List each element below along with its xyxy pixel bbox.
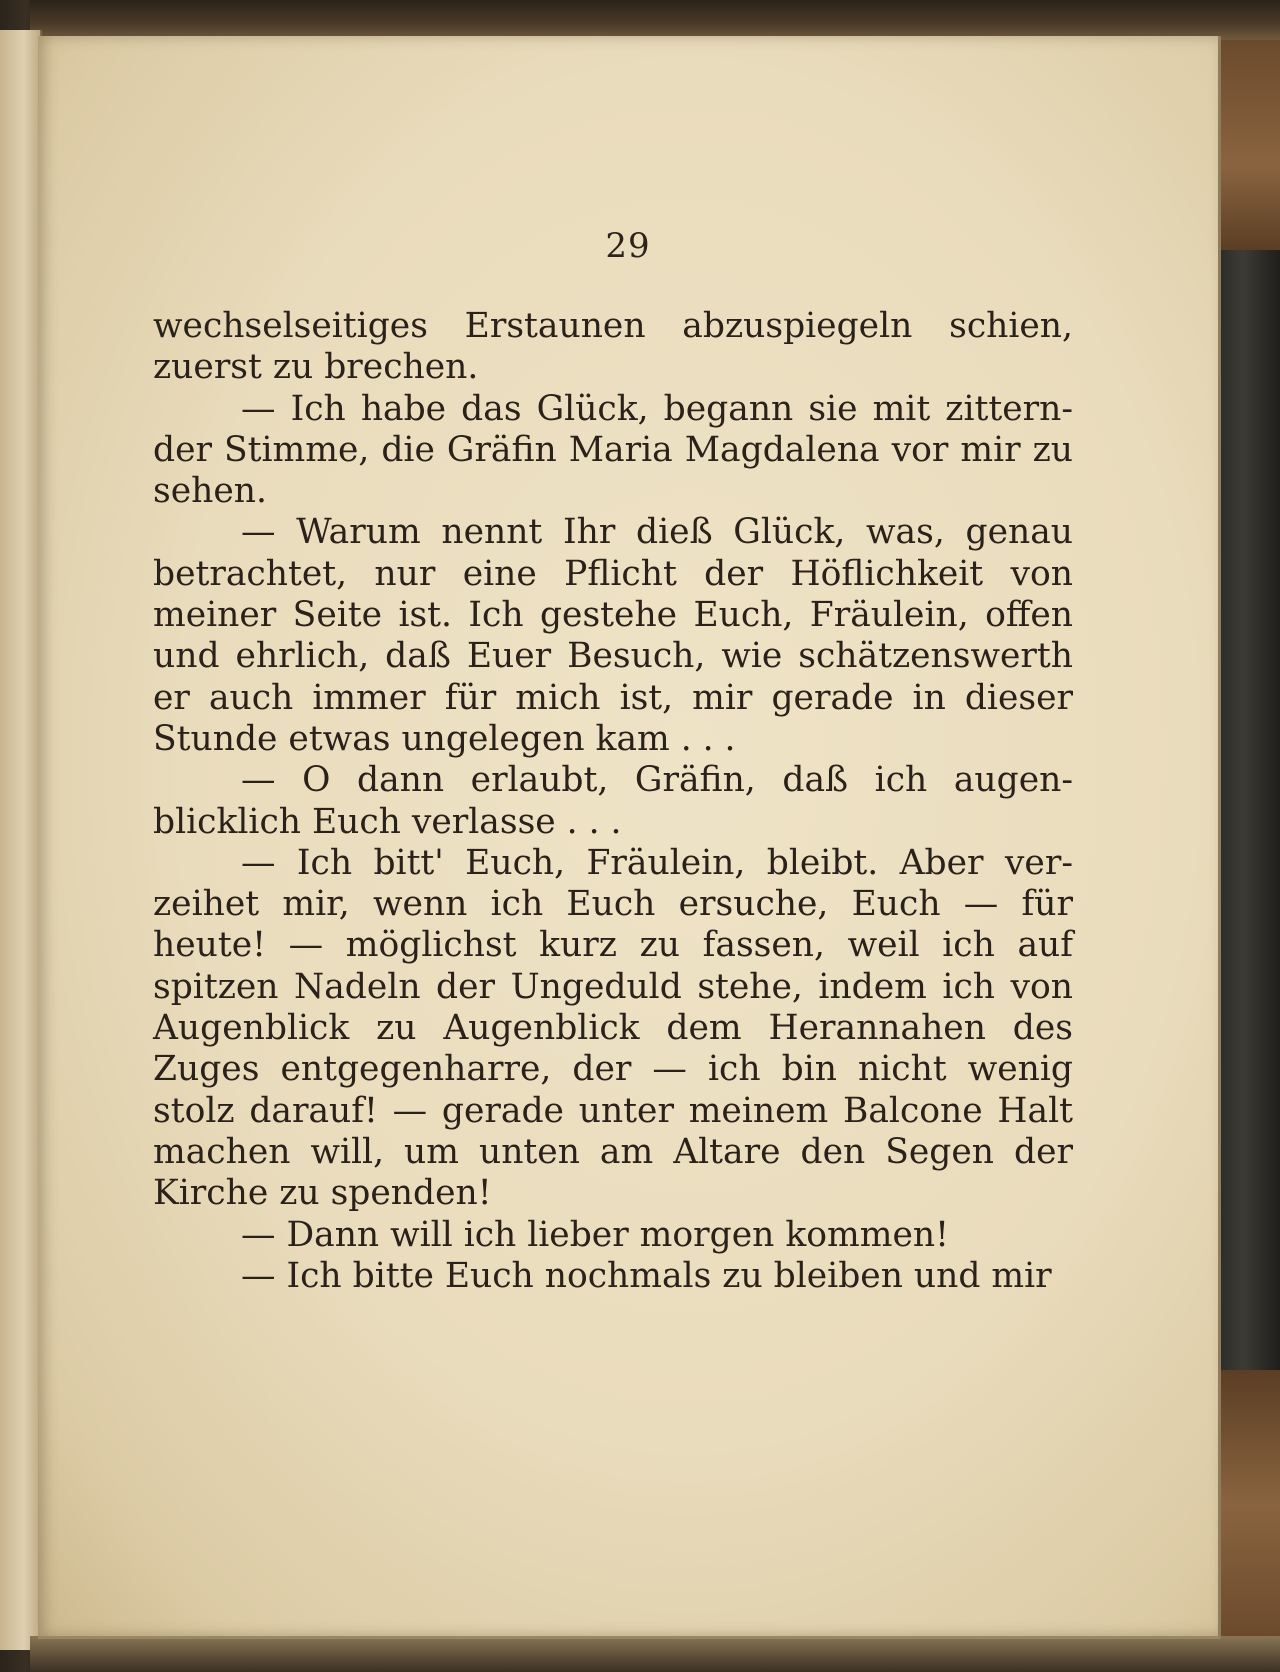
page-body-text <box>153 306 1073 1297</box>
book-top-edge <box>30 0 1280 40</box>
leather-corner-top <box>1218 40 1280 250</box>
paragraph: — Ich bitte Euch nochmals zu bleiben und mir <box>241 1255 1052 1296</box>
paragraph: — Warum nennt Ihr dieß Glück, was, genau betrachtet, nur eine Pflicht der Höflichkeit von meiner Seite ist. Ich gestehe Euch, Fräulein, offen und ehrlich, daß Euer Besuch, wie schätzenswerth er auch immer für mich ist, mir gerade in dieser Stunde etwas ungelegen kam . . . <box>153 512 1073 759</box>
paragraph: — Ich habe das Glück, begann sie mit zittern- der Stimme, die Gräfin Maria Magdalena vor mir zu sehen. <box>153 388 1073 512</box>
paragraph: — Ich bitt' Euch, Fräulein, bleibt. Aber ver- zeihet mir, wenn ich Euch ersuche, Euch — für heute! — möglichst kurz zu fassen, weil ich auf spitzen Nadeln der Ungeduld stehe, indem ich von Augenblick zu Augenblick dem Herannahen des Zuges entgegenharre, der — ich bin nicht wenig stolz darauf! — gerade unter meinem Balcone Halt machen will, um unten am Altare den Segen der Kirche zu spenden! <box>153 842 1073 1214</box>
book-cover-edge <box>1218 40 1280 1640</box>
leather-corner-bottom <box>1218 1370 1280 1640</box>
book-bottom-edge <box>30 1636 1280 1672</box>
page-number: 29 <box>605 226 651 266</box>
book-page <box>38 36 1221 1639</box>
paragraph: — Dann will ich lieber morgen kommen! <box>241 1214 949 1255</box>
paragraph: — O dann erlaubt, Gräfin, daß ich augen- blicklich Euch verlasse . . . <box>153 760 1073 842</box>
paragraph: wechselseitiges Erstaunen abzuspiegeln schien, zuerst zu brechen. <box>153 306 1073 388</box>
left-page-edge <box>0 30 42 1650</box>
